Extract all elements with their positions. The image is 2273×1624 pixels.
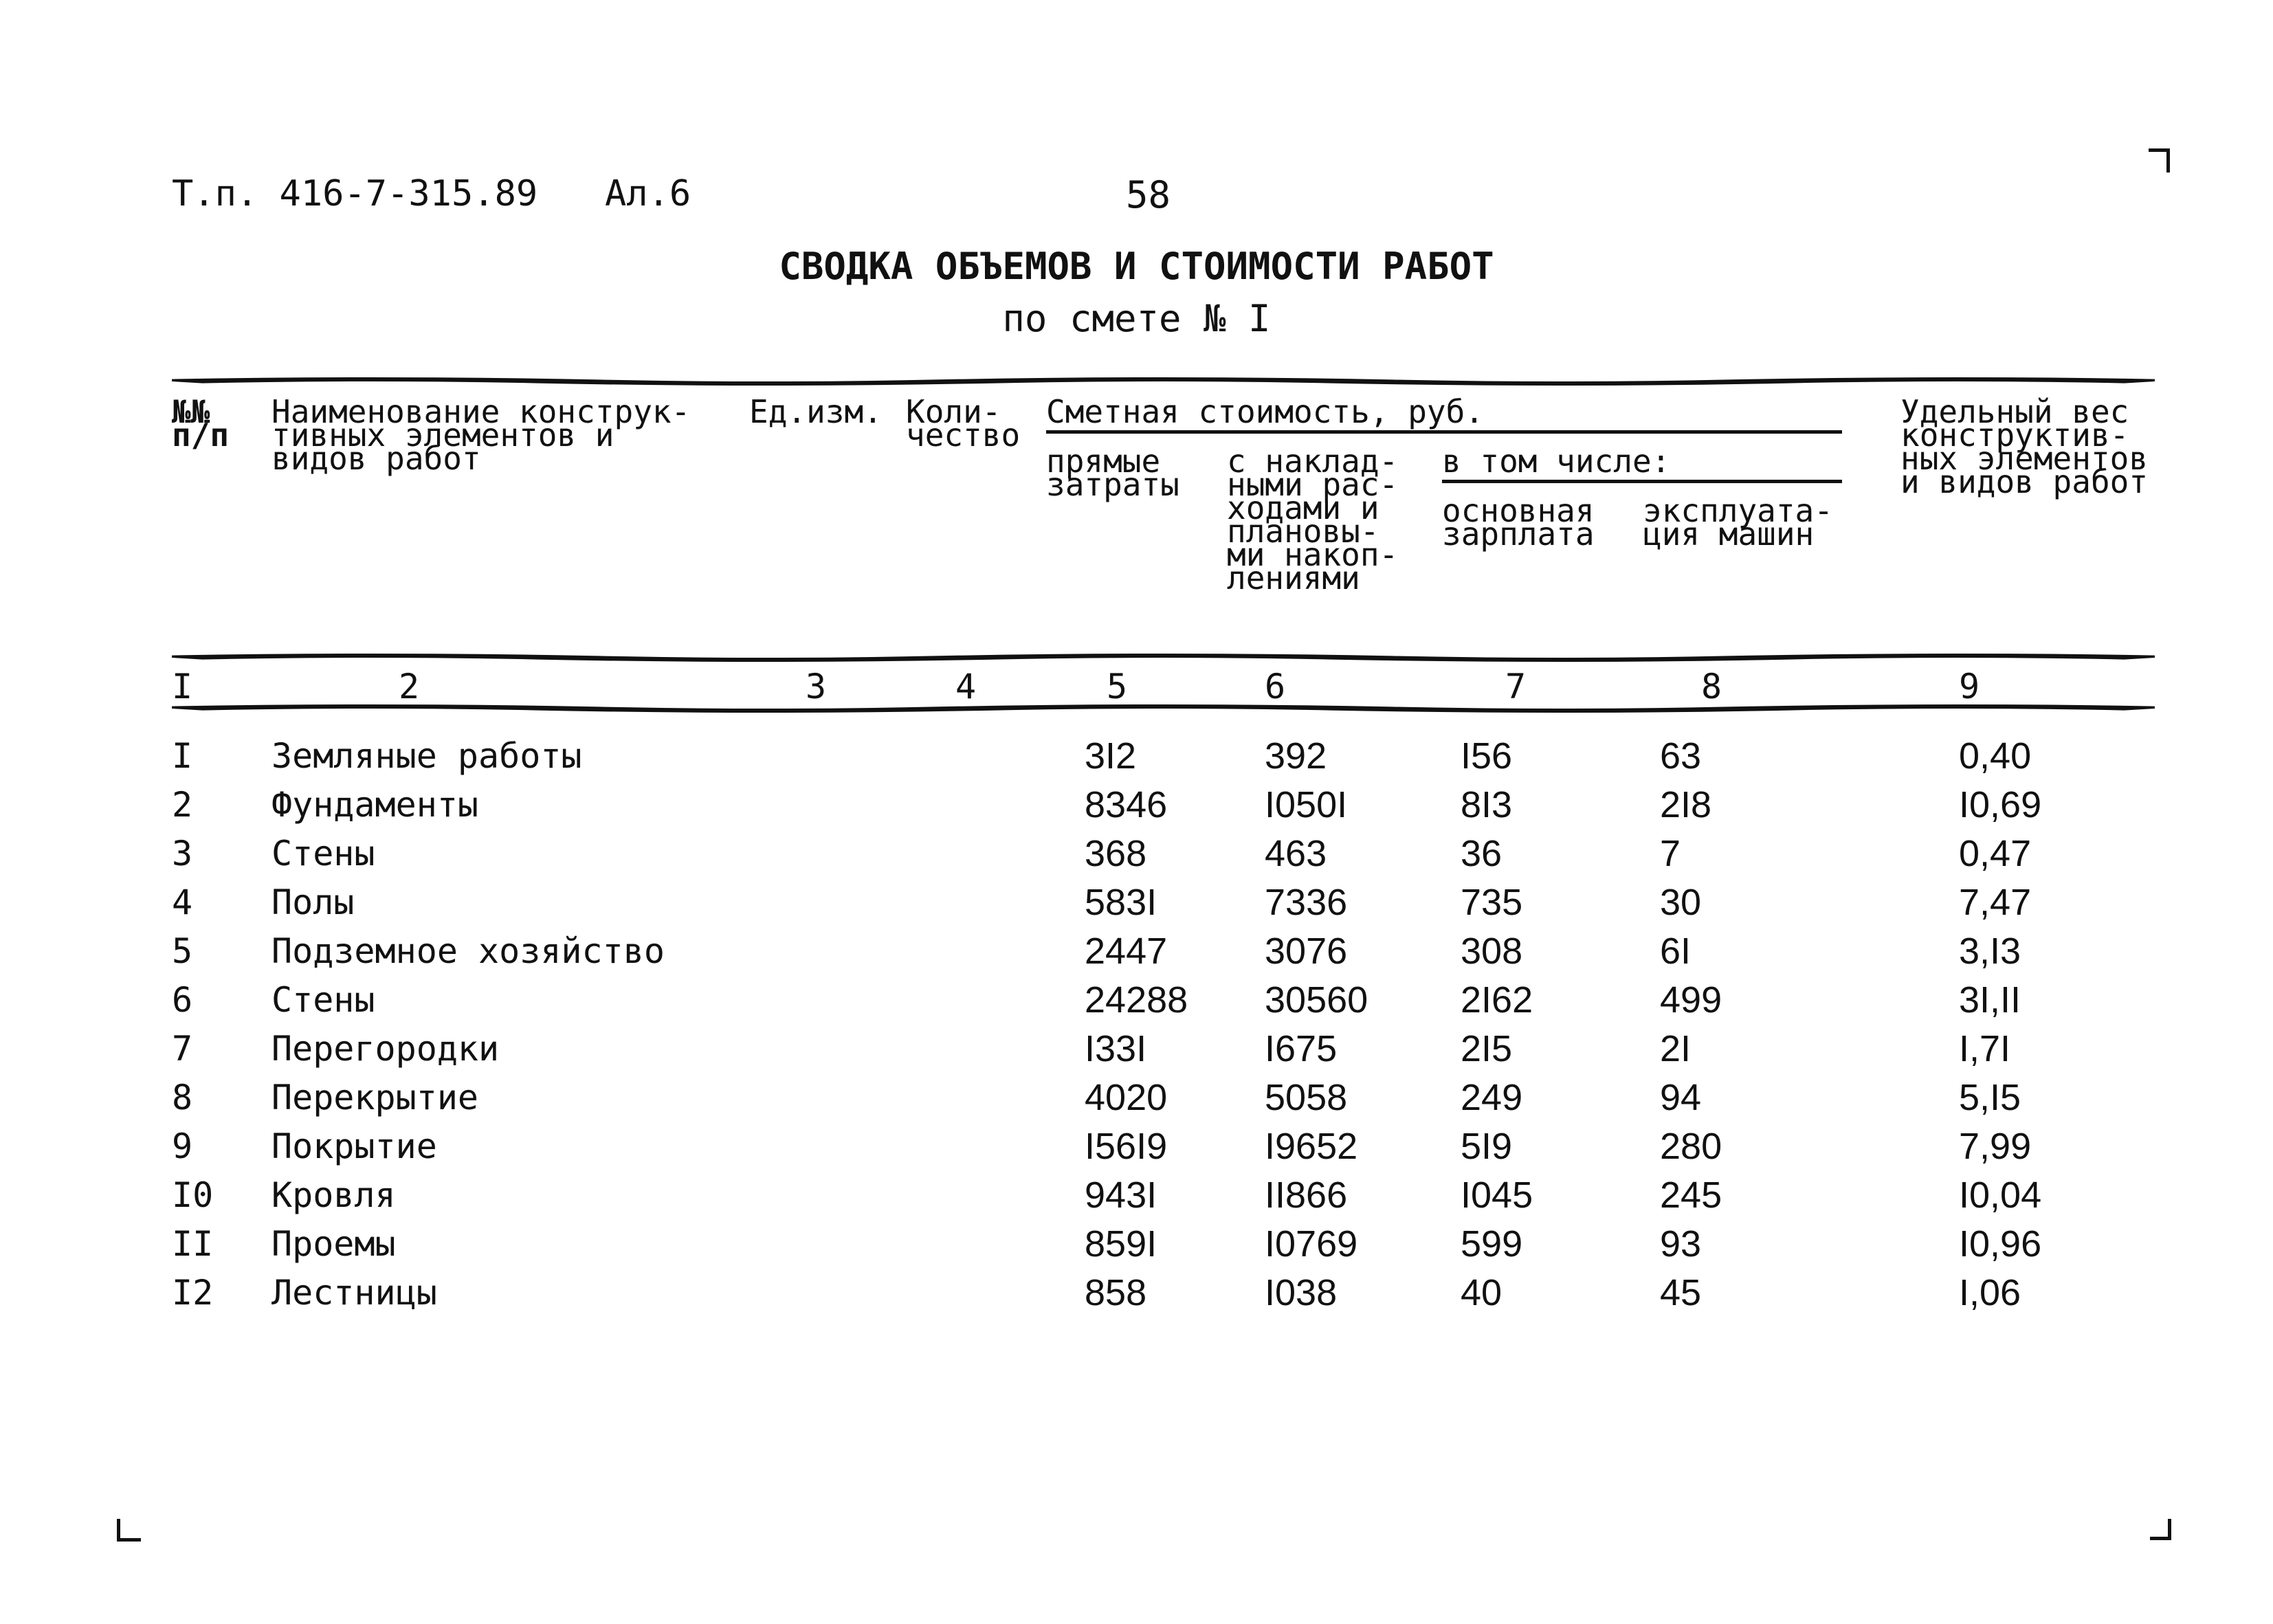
specific-weight: 0,47 — [1959, 833, 2032, 874]
element-name: Кровля — [271, 1175, 396, 1215]
element-name: Подземное хозяйство — [271, 931, 665, 971]
element-name: Лестницы — [271, 1273, 437, 1313]
column-number-1: I — [172, 667, 193, 707]
base-wages: 5I9 — [1461, 1126, 1513, 1167]
header-quantity: Коли- чество — [906, 393, 1021, 454]
corner-mark-bottom-right — [2150, 1519, 2171, 1540]
direct-costs: 583I — [1085, 882, 1157, 923]
column-number-8: 8 — [1701, 667, 1722, 707]
specific-weight: I0,04 — [1959, 1175, 2042, 1216]
direct-costs: 24288 — [1085, 979, 1188, 1021]
page-number: 58 — [1126, 173, 1171, 216]
specific-weight: I0,96 — [1959, 1223, 2042, 1265]
row-number: 3 — [172, 834, 193, 874]
element-name: Полы — [271, 882, 355, 922]
table-top-rule — [172, 377, 2155, 386]
machine-operation: 499 — [1660, 979, 1722, 1021]
element-name: Перекрытие — [271, 1078, 479, 1117]
machine-operation: 280 — [1660, 1126, 1722, 1167]
header-specific-weight: Удельный вес конструктив- ных элементов и видов работ — [1900, 393, 2149, 500]
corner-mark-top-right — [2149, 148, 2170, 173]
header-row-number: №№ п/п — [172, 393, 230, 454]
specific-weight: I,7I — [1959, 1028, 2011, 1069]
specific-weight: I0,69 — [1959, 784, 2042, 825]
element-name: Перегородки — [271, 1029, 500, 1069]
cost-with-overheads: I675 — [1265, 1028, 1338, 1069]
cost-with-overheads: 7336 — [1265, 882, 1348, 923]
header-unit: Ед.изм. — [749, 393, 883, 430]
table-head-rule — [172, 654, 2155, 662]
base-wages: 308 — [1461, 931, 1523, 972]
cost-with-overheads: 463 — [1265, 833, 1327, 874]
element-name: Фундаменты — [271, 785, 479, 825]
row-number: I2 — [172, 1273, 214, 1313]
direct-costs: 859I — [1085, 1223, 1157, 1265]
cost-with-overheads: 30560 — [1265, 979, 1368, 1021]
specific-weight: 5,I5 — [1959, 1077, 2021, 1118]
column-number-9: 9 — [1959, 667, 1980, 707]
base-wages: 36 — [1461, 833, 1503, 874]
base-wages: 599 — [1461, 1223, 1523, 1265]
machine-operation: 45 — [1660, 1272, 1702, 1313]
direct-costs: 943I — [1085, 1175, 1157, 1216]
cost-with-overheads: I9652 — [1265, 1126, 1358, 1167]
header-element-name: Наименование конструк- тивных элементов и видов работ — [271, 393, 691, 477]
corner-mark-bottom-left — [117, 1519, 141, 1542]
cost-with-overheads: 392 — [1265, 735, 1327, 777]
machine-operation: 93 — [1660, 1223, 1702, 1265]
machine-operation: 7 — [1660, 833, 1681, 874]
machine-operation: 63 — [1660, 735, 1702, 777]
base-wages: 249 — [1461, 1077, 1523, 1118]
row-number: II — [172, 1224, 214, 1264]
specific-weight: I,06 — [1959, 1272, 2021, 1313]
album-number: Ал.6 — [605, 173, 691, 214]
column-number-5: 5 — [1107, 667, 1128, 707]
document-title: СВОДКА ОБЪЕМОВ И СТОИМОСТИ РАБОТ — [779, 245, 1494, 288]
element-name: Стены — [271, 980, 375, 1020]
specific-weight: 7,47 — [1959, 882, 2032, 923]
direct-costs: I56I9 — [1085, 1126, 1168, 1167]
cost-with-overheads: I050I — [1265, 784, 1348, 825]
header-with-overheads: с наклад- ными рас- ходами и плановы- ми накоп- лениями — [1227, 443, 1399, 597]
column-number-7: 7 — [1505, 667, 1527, 707]
specific-weight: 3I,II — [1959, 979, 2021, 1021]
header-machine-operation: эксплуата- ция машин — [1643, 492, 1833, 553]
machine-operation: 2I8 — [1660, 784, 1712, 825]
direct-costs: I33I — [1085, 1028, 1147, 1069]
machine-operation: 30 — [1660, 882, 1702, 923]
machine-operation: 2I — [1660, 1028, 1692, 1069]
column-number-3: 3 — [806, 667, 827, 707]
row-number: 8 — [172, 1078, 193, 1117]
column-number-rule — [172, 704, 2155, 713]
machine-operation: 94 — [1660, 1077, 1702, 1118]
direct-costs: 8346 — [1085, 784, 1168, 825]
cost-with-overheads: 3076 — [1265, 931, 1348, 972]
base-wages: 2I62 — [1461, 979, 1533, 1021]
base-wages: 8I3 — [1461, 784, 1513, 825]
cost-with-overheads: I0769 — [1265, 1223, 1358, 1265]
estimated-cost-underline — [1046, 430, 1842, 434]
row-number: 2 — [172, 785, 193, 825]
row-number: 4 — [172, 882, 193, 922]
element-name: Земляные работы — [271, 736, 582, 776]
machine-operation: 245 — [1660, 1175, 1722, 1216]
base-wages: 40 — [1461, 1272, 1503, 1313]
including-underline — [1442, 480, 1842, 483]
column-number-4: 4 — [955, 667, 977, 707]
cost-with-overheads: II866 — [1265, 1175, 1348, 1216]
element-name: Покрытие — [271, 1126, 437, 1166]
header-including: в том числе: — [1442, 443, 1671, 480]
element-name: Стены — [271, 834, 375, 874]
element-name: Проемы — [271, 1224, 396, 1264]
document-code: Т.п. 416-7-315.89 — [172, 173, 538, 214]
row-number: 6 — [172, 980, 193, 1020]
specific-weight: 0,40 — [1959, 735, 2032, 777]
base-wages: 735 — [1461, 882, 1523, 923]
machine-operation: 6I — [1660, 931, 1692, 972]
direct-costs: 3I2 — [1085, 735, 1137, 777]
row-number: I0 — [172, 1175, 214, 1215]
direct-costs: 2447 — [1085, 931, 1168, 972]
direct-costs: 368 — [1085, 833, 1147, 874]
cost-with-overheads: I038 — [1265, 1272, 1338, 1313]
base-wages: I56 — [1461, 735, 1513, 777]
header-direct-costs: прямые затраты — [1046, 443, 1179, 503]
specific-weight: 3,I3 — [1959, 931, 2021, 972]
row-number: 5 — [172, 931, 193, 971]
column-number-6: 6 — [1265, 667, 1286, 707]
direct-costs: 858 — [1085, 1272, 1147, 1313]
base-wages: I045 — [1461, 1175, 1533, 1216]
direct-costs: 4020 — [1085, 1077, 1168, 1118]
specific-weight: 7,99 — [1959, 1126, 2032, 1167]
cost-with-overheads: 5058 — [1265, 1077, 1348, 1118]
column-number-2: 2 — [399, 667, 420, 707]
header-estimated-cost: Сметная стоимость, руб. — [1046, 393, 1484, 430]
row-number: 9 — [172, 1126, 193, 1166]
row-number: I — [172, 736, 193, 776]
header-base-wages: основная зарплата — [1442, 492, 1595, 553]
base-wages: 2I5 — [1461, 1028, 1513, 1069]
document-subtitle: по смете № I — [1002, 297, 1271, 340]
row-number: 7 — [172, 1029, 193, 1069]
